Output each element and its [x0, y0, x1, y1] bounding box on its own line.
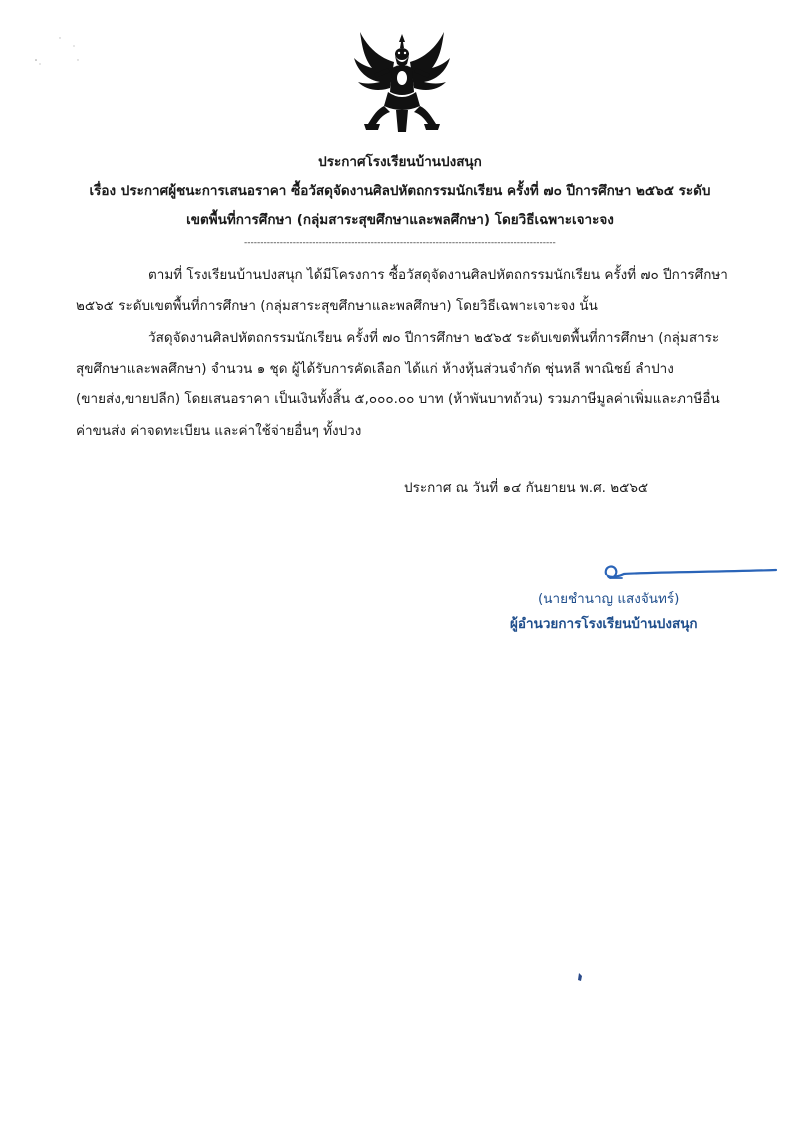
subject-line-1: เรื่อง ประกาศผู้ชนะการเสนอราคา ซื้อวัสดุจัดงานศิลปหัตถกรรมนักเรียน ครั้งที่ ๗๐ ปีการศึกษา ๒๕๖๕ ระดับ [89, 183, 711, 199]
body-line-5: (ขายส่ง,ขายปลีก) โดยเสนอราคา เป็นเงินทั้งสิ้น ๕,๐๐๐.๐๐ บาท (ห้าพันบาทถ้วน) รวมภาษีมูลค่าเพิ่มและภาษีอื่น [76, 391, 720, 407]
handwritten-signature [598, 558, 778, 586]
subject-line-2: เขตพื้นที่การศึกษา (กลุ่มสาระสุขศึกษาและพลศึกษา) โดยวิธีเฉพาะเจาะจง [186, 212, 614, 228]
ink-speck [576, 972, 584, 982]
announcement-date: ประกาศ ณ วันที่ ๑๔ กันยายน พ.ศ. ๒๕๖๕ [404, 480, 649, 496]
body-line-4: สุขศึกษาและพลศึกษา) จำนวน ๑ ชุด ผู้ได้รับการคัดเลือก ได้แก่ ห้างหุ้นส่วนจำกัด ชุ่นหลี พาณิชย์ ลำปาง [76, 361, 674, 377]
body-line-2: ๒๕๖๕ ระดับเขตพื้นที่การศึกษา (กลุ่มสาระสุขศึกษาและพลศึกษา) โดยวิธีเฉพาะเจาะจง นั้น [76, 298, 598, 314]
body-line-6: ค่าขนส่ง ค่าจดทะเบียน และค่าใช้จ่ายอื่นๆ ทั้งปวง [76, 423, 362, 439]
body-line-3: วัสดุจัดงานศิลปหัตถกรรมนักเรียน ครั้งที่ ๗๐ ปีการศึกษา ๒๕๖๕ ระดับเขตพื้นที่การศึกษา (กลุ่มสาระ [148, 330, 720, 346]
announcement-title: ประกาศโรงเรียนบ้านปงสนุก [318, 154, 482, 170]
scan-noise-marks [30, 30, 90, 80]
garuda-emblem-icon [350, 28, 454, 138]
signatory-position: ผู้อำนวยการโรงเรียนบ้านปงสนุก [510, 616, 698, 632]
signatory-name: (นายชำนาญ แสงจันทร์) [538, 591, 680, 607]
body-line-1: ตามที่ โรงเรียนบ้านปงสนุก ได้มีโครงการ ซื้อวัสดุจัดงานศิลปหัตถกรรมนักเรียน ครั้งที่ ๗๐ ปีการศึกษา [148, 267, 728, 283]
separator-line: ------------------------------------------------------------------------------------------------ [244, 238, 556, 248]
